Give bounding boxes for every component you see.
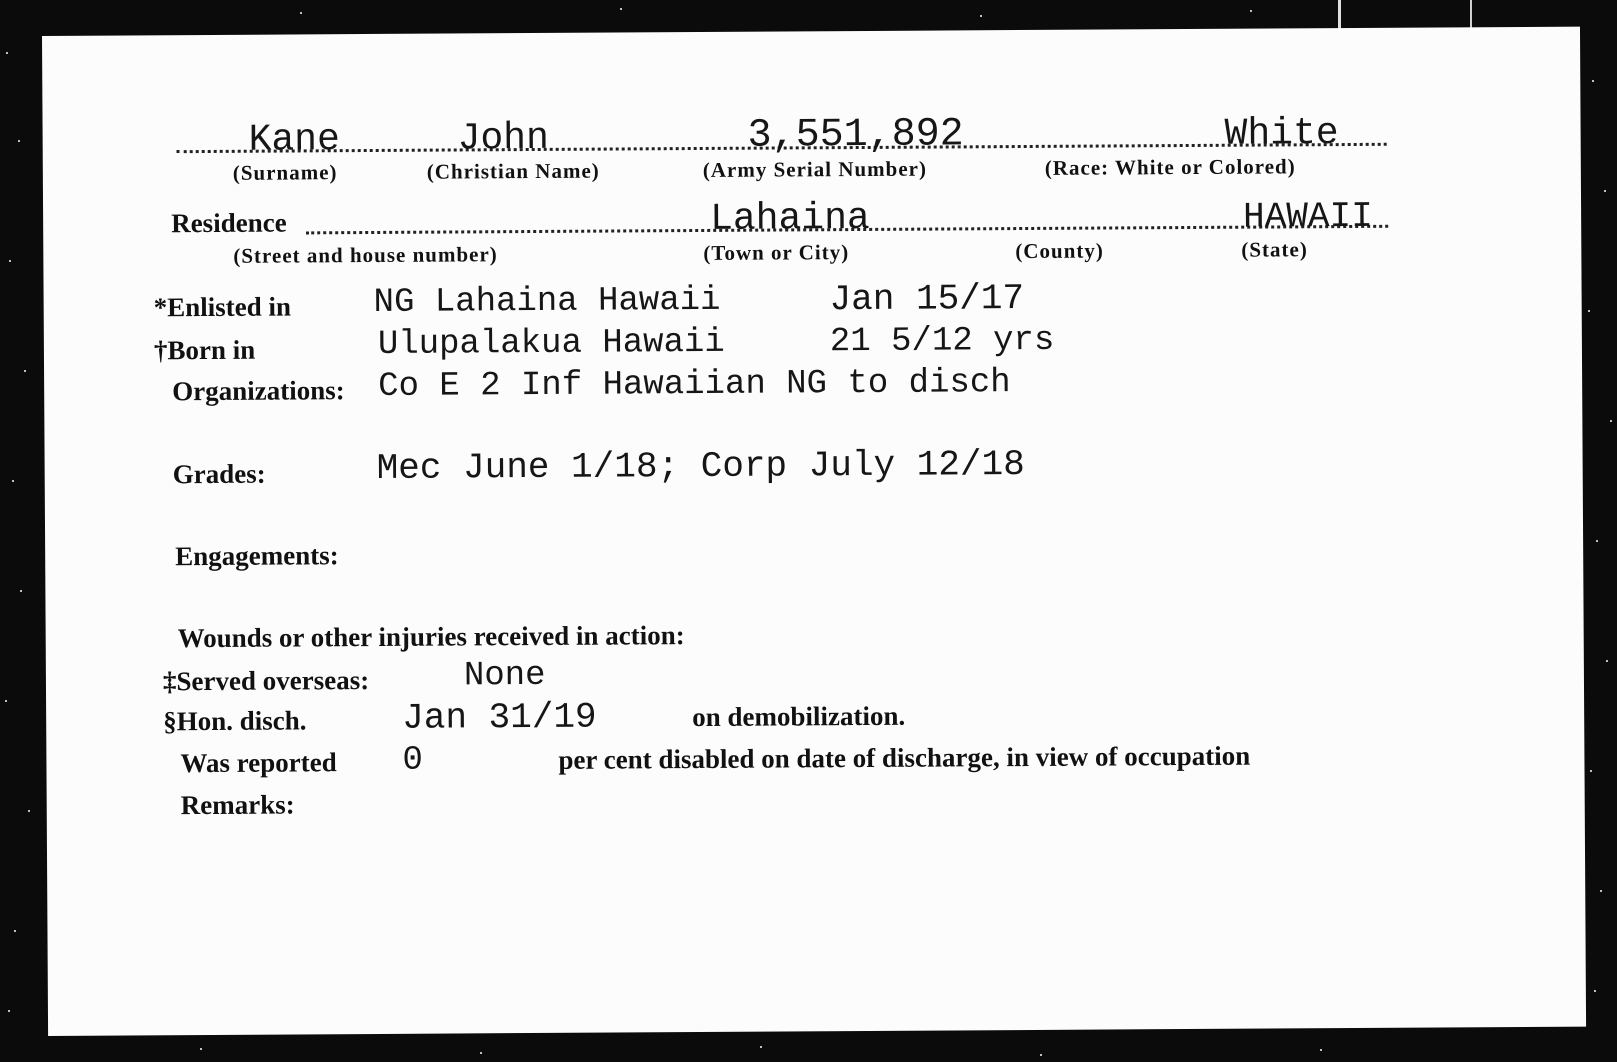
disability-suffix: per cent disabled on date of discharge, in view of occupation [558, 740, 1251, 775]
county-caption: (County) [1015, 238, 1104, 264]
born-age-value: 21 5/12 yrs [829, 321, 1055, 362]
service-record-card [42, 27, 1586, 1036]
served-overseas-value: None [463, 656, 546, 696]
christian-name-value: John [457, 116, 549, 161]
organizations-value: Co E 2 Inf Hawaiian NG to disch [378, 364, 1011, 406]
street-caption: (Street and house number) [233, 242, 498, 268]
grades-label: Grades: [172, 458, 266, 490]
race-caption: (Race: White or Colored) [1044, 154, 1296, 180]
engagements-label: Engagements: [175, 540, 339, 572]
hon-disch-label: §Hon. disch. [163, 705, 307, 737]
enlisted-label: *Enlisted in [153, 291, 292, 323]
born-place-value: Ulupalakua Hawaii [377, 323, 725, 364]
town-caption: (Town or City) [703, 240, 850, 265]
army-serial-number-caption: (Army Serial Number) [702, 156, 928, 182]
town-value: Lahaina [710, 196, 870, 241]
surname-value: Kane [248, 118, 340, 162]
grades-value: Mec June 1/18; Corp July 12/18 [376, 444, 1025, 489]
hon-disch-suffix: on demobilization. [692, 700, 906, 733]
surname-caption: (Surname) [232, 160, 338, 185]
wounds-label: Wounds or other injuries received in action: [177, 620, 685, 654]
organizations-label: Organizations: [172, 375, 345, 407]
disability-value: 0 [402, 741, 423, 780]
enlisted-place-value: NG Lahaina Hawaii [373, 281, 721, 322]
residence-label: Residence [171, 207, 287, 239]
state-caption: (State) [1241, 237, 1308, 262]
born-label: †Born in [153, 334, 256, 366]
hon-disch-date-value: Jan 31/19 [402, 696, 597, 739]
army-serial-number-value: 3,551,892 [747, 112, 964, 159]
remarks-label: Remarks: [180, 789, 295, 821]
christian-name-caption: (Christian Name) [426, 158, 600, 184]
race-value: White [1224, 112, 1339, 156]
reported-label: Was reported [180, 747, 337, 779]
enlisted-date-value: Jan 15/17 [829, 278, 1025, 321]
state-value: HAWAII [1243, 195, 1373, 238]
served-overseas-label: ‡Served overseas: [162, 665, 370, 697]
